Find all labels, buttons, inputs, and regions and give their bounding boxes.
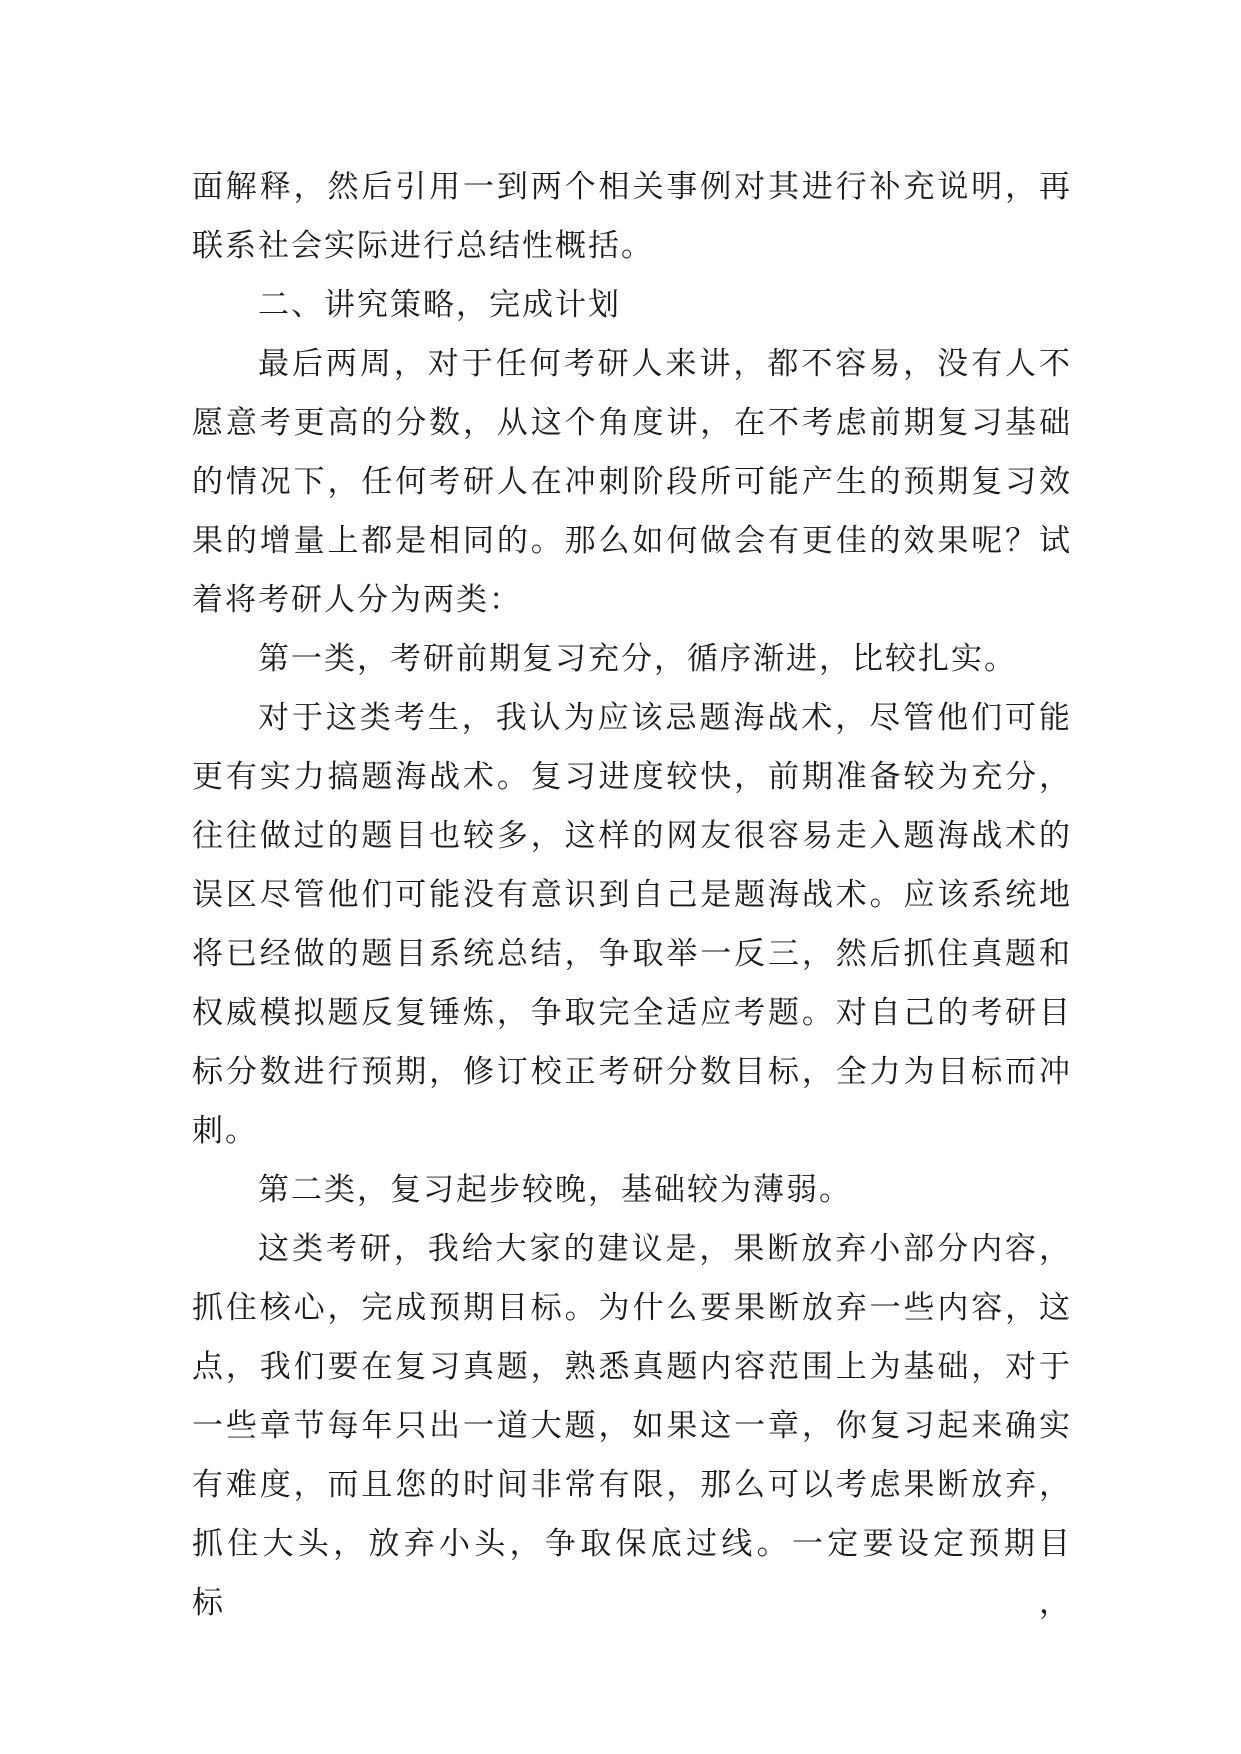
- text-line: 有难度，而且您的时间非常有限，那么可以考虑果断放弃，: [192, 1467, 1072, 1503]
- text-line: 这类考研，我给大家的建议是，果断放弃小部分内容，: [258, 1231, 1072, 1267]
- text-line: 最后两周，对于任何考研人来讲，都不容易，没有人不: [258, 346, 1072, 382]
- text-line: 着将考研人分为两类：: [192, 582, 522, 618]
- text-line: 往往做过的题目也较多，这样的网友很容易走入题海战术的: [192, 818, 1072, 854]
- document-body: [192, 158, 1072, 1621]
- text-line: 抓住核心，完成预期目标。为什么要果断放弃一些内容，这: [192, 1290, 1072, 1326]
- text-line: 刺。: [192, 1113, 258, 1149]
- text-line: 的情况下，任何考研人在冲刺阶段所可能产生的预期复习效: [192, 464, 1072, 500]
- text-line: 误区尽管他们可能没有意识到自己是题海战术。应该系统地: [192, 877, 1072, 913]
- text-line: 面解释，然后引用一到两个相关事例对其进行补充说明，再: [192, 169, 1072, 205]
- text-line: 第一类，考研前期复习充分，循序渐进，比较扎实。: [258, 641, 1017, 677]
- text-line: 二、讲究策略，完成计划: [258, 287, 621, 323]
- text-line: 愿意考更高的分数，从这个角度讲，在不考虑前期复习基础: [192, 405, 1072, 441]
- text-line: 第二类，复习起步较晚，基础较为薄弱。: [258, 1172, 852, 1208]
- text-line: 点，我们要在复习真题，熟悉真题内容范围上为基础，对于: [192, 1349, 1072, 1385]
- text-line: 果的增量上都是相同的。那么如何做会有更佳的效果呢？试: [192, 523, 1072, 559]
- text-line: 联系社会实际进行总结性概括。: [192, 228, 654, 264]
- text-line: 标分数进行预期，修订校正考研分数目标，全力为目标而冲: [192, 1054, 1072, 1090]
- text-line: 更有实力搞题海战术。复习进度较快，前期准备较为充分，: [192, 759, 1072, 795]
- text-line: 抓住大头，放弃小头，争取保底过线。一定要设定预期目标，: [192, 1526, 1072, 1621]
- text-line: 对于这类考生，我认为应该忌题海战术，尽管他们可能: [258, 700, 1072, 736]
- text-line: 权威模拟题反复锤炼，争取完全适应考题。对自己的考研目: [192, 995, 1072, 1031]
- text-line: 一些章节每年只出一道大题，如果这一章，你复习起来确实: [192, 1408, 1072, 1444]
- text-line: 将已经做的题目系统总结，争取举一反三，然后抓住真题和: [192, 936, 1072, 972]
